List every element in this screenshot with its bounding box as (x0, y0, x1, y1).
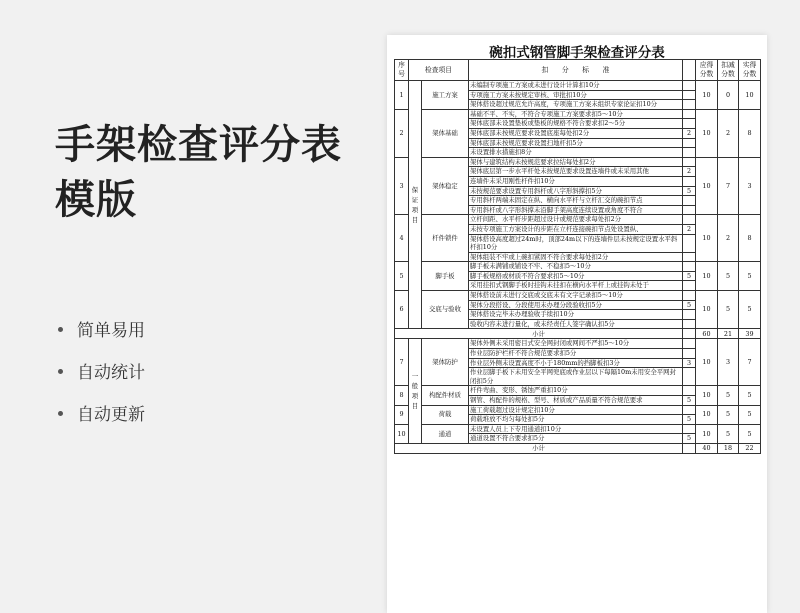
deduction-value (683, 281, 696, 291)
bullet-icon (58, 369, 63, 374)
bullet-icon (58, 327, 63, 332)
actual-score: 5 (739, 386, 761, 405)
feature-item: 自动统计 (58, 358, 145, 383)
due-score: 10 (696, 109, 718, 157)
deduction-standard: 未按规范要求设置专用斜杆或八字形斜撑扣5分 (469, 186, 683, 196)
document-preview (387, 35, 767, 613)
subtotal-due: 60 (696, 329, 718, 339)
row-seq: 10 (395, 424, 409, 443)
deduction-standard: 立杆间距、水平杆步距超过设计或规范要求每处扣2分 (469, 215, 683, 225)
deduction-standard: 未按专项施工方案设计的步距在立杆连接碗扣节点处设置纵、 (469, 224, 683, 234)
deduction-standard: 架体底部未按规范要求设置底座每处扣2分 (469, 128, 683, 138)
table-row (395, 157, 761, 167)
deducted-score: 5 (718, 262, 739, 291)
subtotal-due: 40 (696, 443, 718, 453)
row-seq: 9 (395, 405, 409, 424)
actual-score: 7 (739, 339, 761, 386)
deduction-standard: 作业层外侧未设置高度不小于180mm的挡脚板扣3分 (469, 358, 683, 368)
deduction-standard: 专用斜杆两端未固定在纵、横向水平杆与立杆汇交的碗扣节点 (469, 196, 683, 206)
deduction-standard: 专用斜杆或八字形斜撑未沿脚手架高度连续设置或角度不符合 (469, 205, 683, 215)
deduction-value (683, 215, 696, 225)
table-row (395, 109, 761, 119)
deduction-standard: 脚手板规格或材质不符合要求扣5～10分 (469, 271, 683, 281)
deducted-score: 5 (718, 386, 739, 405)
page-title: 手架检查评分表模版 (55, 122, 342, 223)
deduction-value (683, 424, 696, 434)
subtotal-actual: 39 (739, 329, 761, 339)
deduction-value (683, 100, 696, 110)
header-seq: 序号 (395, 60, 409, 81)
deduction-standard: 架体搭设前未进行交底或交底未有文字记录扣5～10分 (469, 291, 683, 301)
deduction-standard: 架体搭设高度超过24m时，顶部24m以下的连墙件层未按规定设置水平斜杆扣10分 (469, 234, 683, 252)
due-score: 10 (696, 386, 718, 405)
deduction-value: 5 (683, 415, 696, 425)
deduction-standard: 验收内容未进行量化，或未经责任人签字确认扣5分 (469, 319, 683, 329)
subtotal-deducted: 18 (718, 443, 739, 453)
header-item: 检查项目 (409, 60, 469, 81)
deduction-standard: 架体底部未按规范要求设置扫地杆扣5分 (469, 138, 683, 148)
deducted-score: 2 (718, 109, 739, 157)
check-item-name: 架体防护 (422, 339, 469, 386)
deduction-value (683, 291, 696, 301)
due-score: 10 (696, 215, 718, 262)
deducted-score: 7 (718, 157, 739, 215)
deduction-value: 2 (683, 128, 696, 138)
due-score: 10 (696, 424, 718, 443)
deduction-value: 5 (683, 434, 696, 444)
actual-score: 10 (739, 81, 761, 110)
deduction-value (683, 319, 696, 329)
subtotal-row (395, 329, 761, 339)
category-general: 一般项目 (409, 339, 422, 444)
table-row (395, 386, 761, 396)
actual-score: 5 (739, 262, 761, 291)
table-row (395, 291, 761, 301)
deduction-value (683, 252, 696, 262)
row-seq: 5 (395, 262, 409, 291)
check-item-name: 施工方案 (422, 81, 469, 110)
deduction-standard: 架体外侧未采用密目式安全网封闭或网间不严扣5～10分 (469, 339, 683, 349)
header-deduct (683, 60, 696, 81)
category-guarantee: 保证项目 (409, 81, 422, 329)
deduction-value (683, 109, 696, 119)
deducted-score: 5 (718, 291, 739, 329)
table-row (395, 405, 761, 415)
deduction-value (683, 349, 696, 359)
deducted-score: 5 (718, 424, 739, 443)
row-seq: 6 (395, 291, 409, 329)
deduction-standard: 架体搭设完毕未办理验收手续扣10分 (469, 310, 683, 320)
subtotal-actual: 22 (739, 443, 761, 453)
actual-score: 8 (739, 109, 761, 157)
due-score: 10 (696, 291, 718, 329)
subtotal-deduct (683, 443, 696, 453)
row-seq: 1 (395, 81, 409, 110)
header-standard: 扣 分 标 准 (469, 60, 683, 81)
deduction-standard: 作业层防护栏杆不符合规范要求扣5分 (469, 349, 683, 359)
deduction-value (683, 262, 696, 272)
table-row (395, 81, 761, 91)
subtotal-deduct (683, 329, 696, 339)
deduction-value (683, 234, 696, 252)
deduction-value (683, 339, 696, 349)
deduction-standard: 施工荷载超过设计规定扣10分 (469, 405, 683, 415)
due-score: 10 (696, 81, 718, 110)
deduction-value (683, 157, 696, 167)
due-score: 10 (696, 157, 718, 215)
check-item-name: 杆件锁件 (422, 215, 469, 262)
check-item-name: 构配件材质 (422, 386, 469, 405)
deduction-value: 3 (683, 358, 696, 368)
score-table (394, 59, 761, 454)
deduction-standard: 基础不平、不实，不符合专项施工方案要求扣5～10分 (469, 109, 683, 119)
table-row (395, 262, 761, 272)
deduction-standard: 架体搭设超过规范允许高度，专项施工方案未组织专家论证扣10分 (469, 100, 683, 110)
deduction-standard: 架体分段搭设、分段使用未办理分段验收扣5分 (469, 300, 683, 310)
deduction-value (683, 310, 696, 320)
feature-item: 简单易用 (58, 316, 145, 341)
due-score: 10 (696, 405, 718, 424)
deducted-score: 3 (718, 339, 739, 386)
deduction-value: 5 (683, 300, 696, 310)
deduction-value: 5 (683, 271, 696, 281)
subtotal-label: 小计 (395, 329, 683, 339)
actual-score: 5 (739, 291, 761, 329)
feature-item: 自动更新 (58, 400, 145, 425)
deduction-standard: 钢管、构配件的规格、型号、材质或产品质量不符合规范要求 (469, 396, 683, 406)
table-row (395, 424, 761, 434)
deduction-value (683, 176, 696, 186)
deduction-value (683, 386, 696, 396)
table-row (395, 339, 761, 349)
check-item-name: 脚手板 (422, 262, 469, 291)
deduction-standard: 连墙件未采用刚性杆件扣10分 (469, 176, 683, 186)
check-item-name: 荷载 (422, 405, 469, 424)
deduction-value (683, 196, 696, 206)
deduction-standard: 未编制专项施工方案或未进行设计计算扣10分 (469, 81, 683, 91)
deduction-value: 5 (683, 186, 696, 196)
deduction-standard: 荷载堆放不均匀每处扣5分 (469, 415, 683, 425)
deducted-score: 5 (718, 405, 739, 424)
header-actual-score: 实得分数 (739, 60, 761, 81)
deduction-value (683, 148, 696, 158)
deduction-value (683, 81, 696, 91)
deducted-score: 2 (718, 215, 739, 262)
check-item-name: 架体基础 (422, 109, 469, 157)
check-item-name: 通道 (422, 424, 469, 443)
deduction-standard: 作业层脚手板下未用安全平网兜底或作业层以下每隔10m未用安全平网封闭扣5分 (469, 368, 683, 386)
row-seq: 3 (395, 157, 409, 215)
deduction-value: 2 (683, 224, 696, 234)
due-score: 10 (696, 339, 718, 386)
actual-score: 8 (739, 215, 761, 262)
deduction-value (683, 138, 696, 148)
deduction-value (683, 90, 696, 100)
deduction-standard: 通道设置不符合要求扣5分 (469, 434, 683, 444)
header-deducted-score: 扣减分数 (718, 60, 739, 81)
actual-score: 5 (739, 424, 761, 443)
document-title: 碗扣式钢管脚手架检查评分表 (489, 45, 665, 61)
actual-score: 3 (739, 157, 761, 215)
deduction-value (683, 405, 696, 415)
row-seq: 2 (395, 109, 409, 157)
table-row (395, 215, 761, 225)
deduction-standard: 架体底部未设置垫板或垫板的规格不符合要求扣2～5分 (469, 119, 683, 129)
subtotal-label: 小计 (395, 443, 683, 453)
check-item-name: 架体稳定 (422, 157, 469, 215)
header-due-score: 应得分数 (696, 60, 718, 81)
deduction-value: 5 (683, 396, 696, 406)
deduction-standard: 架体底层第一步水平杆处未按规范要求设置连墙件或未采用其他 (469, 167, 683, 177)
table-header-row (395, 60, 761, 81)
subtotal-row (395, 443, 761, 453)
deduction-standard: 未设置人员上下专用通道扣10分 (469, 424, 683, 434)
due-score: 10 (696, 262, 718, 291)
row-seq: 8 (395, 386, 409, 405)
deduction-value (683, 205, 696, 215)
row-seq: 7 (395, 339, 409, 386)
deduction-standard: 未设置排水措施扣8分 (469, 148, 683, 158)
subtotal-deducted: 21 (718, 329, 739, 339)
deduction-value (683, 119, 696, 129)
deduction-standard: 采用挂扣式钢脚手板时挂钩未挂扣在横向水平杆上或挂钩未处于 (469, 281, 683, 291)
bullet-icon (58, 411, 63, 416)
deduction-value (683, 368, 696, 386)
row-seq: 4 (395, 215, 409, 262)
deducted-score: 0 (718, 81, 739, 110)
deduction-standard: 专项施工方案未按规定审核、审批扣10分 (469, 90, 683, 100)
deduction-standard: 脚手板未满铺或铺设不牢、不稳扣5～10分 (469, 262, 683, 272)
deduction-standard: 架体与建筑结构未按规范要求拉结每处扣2分 (469, 157, 683, 167)
actual-score: 5 (739, 405, 761, 424)
deduction-value: 2 (683, 167, 696, 177)
deduction-standard: 杆件弯曲、变形、锈蚀严重扣10分 (469, 386, 683, 396)
deduction-standard: 架体组装不牢或上碗扣紧固不符合要求每处扣2分 (469, 252, 683, 262)
check-item-name: 交底与验收 (422, 291, 469, 329)
